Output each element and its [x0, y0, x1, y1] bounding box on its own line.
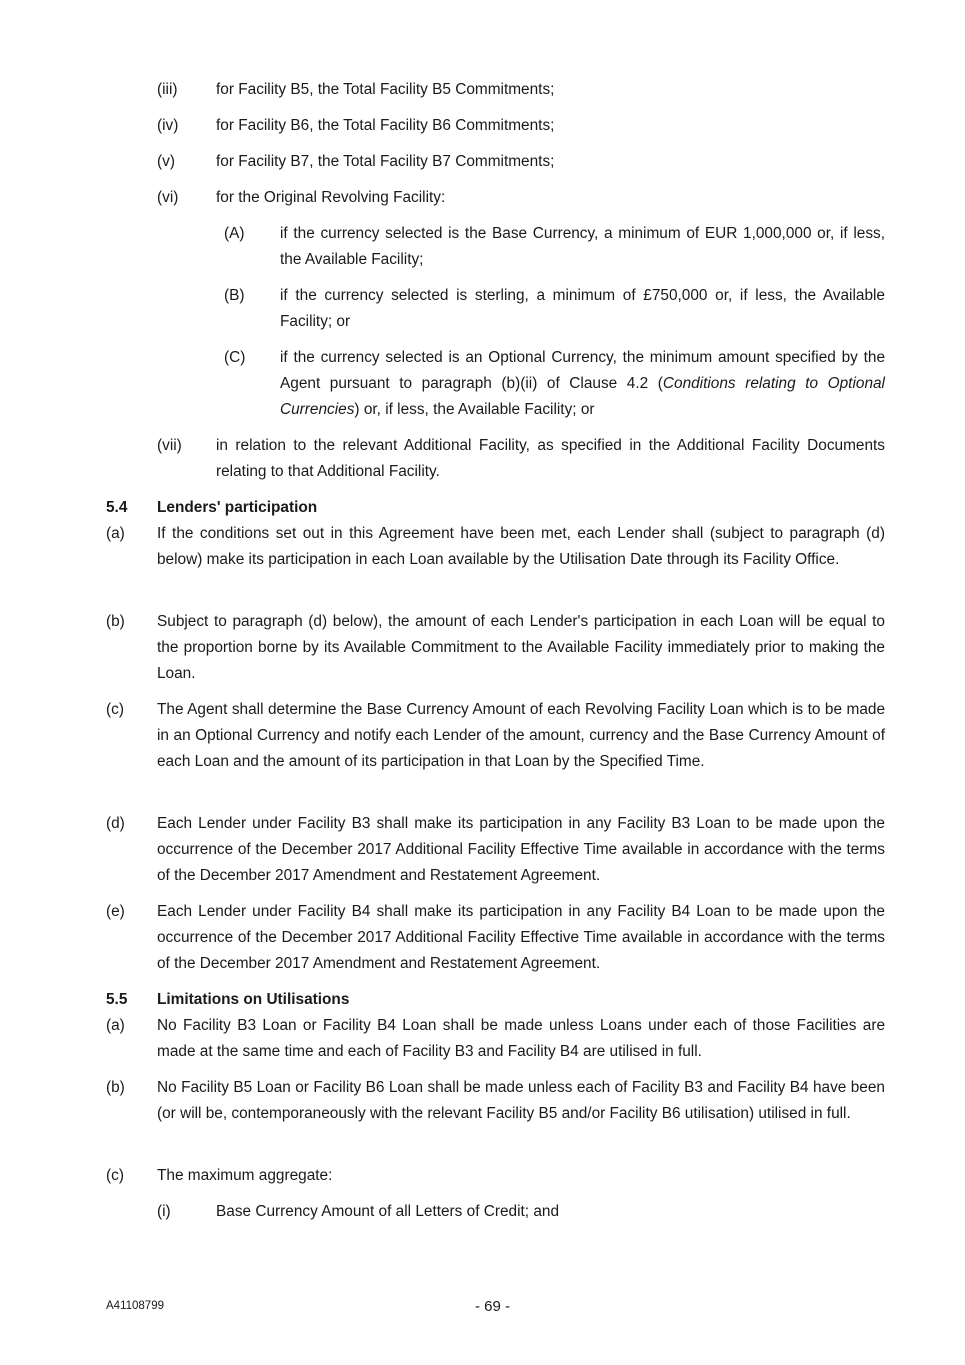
clause-reference: Conditions relating to Optional Currencies — [280, 375, 885, 418]
paragraph-label: (b) — [106, 1079, 125, 1096]
paragraph-text: The Agent shall determine the Base Currency Amount of each Revolving Facility Loan which is to be made in an Optional Currency and notify each Lender of the amount, currency and the Base Currency Amount of each Loan and the amount of its participation in that Loan by the Specified Time. — [157, 701, 885, 770]
paragraph-label: (e) — [106, 903, 125, 920]
item-text-before: if the currency selected is an Optional Currency, the minimum amount specified by the Agent pursuant to paragraph (b)(ii) of Clause 4.2 ( — [280, 349, 885, 392]
paragraph-text: Base Currency Amount of all Letters of Credit; and — [216, 1203, 560, 1220]
paragraph-text: No Facility B5 Loan or Facility B6 Loan shall be made unless each of Facility B3 and Facility B4 have been (or will be, contemporaneously with the relevant Facility B5 and/or Facility B6 utilisation) utilised in full. — [157, 1079, 885, 1122]
paragraph-label: (b) — [106, 613, 125, 630]
paragraph-text: The maximum aggregate: — [157, 1167, 333, 1184]
paragraph-text: If the conditions set out in this Agreement have been met, each Lender shall (subject to paragraph (d) below) make its participation in each Loan available by the Utilisation Date through its Facility Office. — [157, 525, 885, 568]
item-text: if the currency selected is the Base Currency, a minimum of EUR 1,000,000 or, if less, the Available Facility; — [280, 225, 885, 268]
item-text: if the currency selected is sterling, a minimum of £750,000 or, if less, the Available Facility; or — [280, 287, 885, 330]
paragraph-label: (d) — [106, 815, 125, 832]
item-text — [280, 345, 885, 423]
section-number: 5.4 — [106, 499, 128, 516]
item-label: (A) — [224, 225, 245, 242]
paragraph-text: Subject to paragraph (d) below), the amount of each Lender's participation in each Loan will be equal to the proportion borne by its Available Commitment to the Available Facility immediately prior to making the Loan. — [157, 613, 885, 682]
section-title: Lenders' participation — [157, 499, 318, 516]
item-label: (v) — [157, 153, 175, 170]
item-label: (B) — [224, 287, 245, 304]
item-label: (iv) — [157, 117, 179, 134]
item-text-after: ) or, if less, the Available Facility; or — [354, 401, 595, 418]
item-label: (iii) — [157, 81, 178, 98]
paragraph-label: (c) — [106, 701, 124, 718]
paragraph-label: (i) — [157, 1203, 171, 1220]
item-text: for Facility B6, the Total Facility B6 Commitments; — [216, 117, 555, 134]
section-number: 5.5 — [106, 991, 128, 1008]
item-label: (C) — [224, 349, 246, 366]
item-label: (vi) — [157, 189, 179, 206]
item-text: for Facility B7, the Total Facility B7 Commitments; — [216, 153, 555, 170]
item-text: in relation to the relevant Additional Facility, as specified in the Additional Facility Documents relating to that Additional Facility. — [216, 437, 885, 480]
page-number: - 69 - — [474, 1298, 510, 1315]
paragraph-text: Each Lender under Facility B3 shall make its participation in any Facility B3 Loan to be made upon the occurrence of the December 2017 Additional Facility Effective Time available in accordance with the terms of the December 2017 Amendment and Restatement Agreement. — [157, 815, 885, 884]
item-text: for Facility B5, the Total Facility B5 Commitments; — [216, 81, 555, 98]
item-text: for the Original Revolving Facility: — [216, 189, 446, 206]
item-label: (vii) — [157, 437, 182, 454]
paragraph-label: (a) — [106, 525, 125, 542]
paragraph-text: Each Lender under Facility B4 shall make its participation in any Facility B4 Loan to be made upon the occurrence of the December 2017 Additional Facility Effective Time available in accordance with the terms of the December 2017 Amendment and Restatement Agreement. — [157, 903, 885, 972]
section-title: Limitations on Utilisations — [157, 991, 350, 1008]
paragraph-text: No Facility B3 Loan or Facility B4 Loan shall be made unless Loans under each of those Facilities are made at the same time and each of Facility B3 and Facility B4 are utilised in full. — [157, 1017, 885, 1060]
paragraph-label: (a) — [106, 1017, 125, 1034]
document-reference: A41108799 — [106, 1300, 164, 1312]
paragraph-label: (c) — [106, 1167, 124, 1184]
